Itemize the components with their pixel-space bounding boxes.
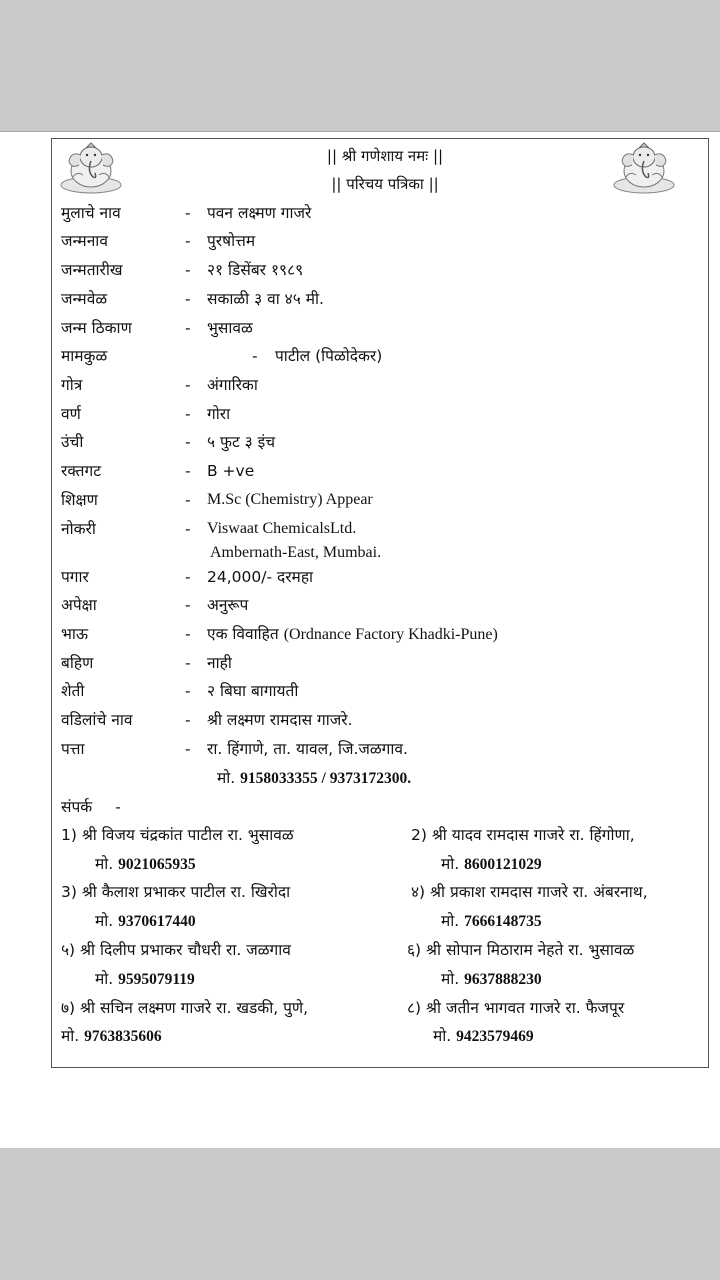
field-dash: -: [185, 682, 191, 700]
field-label: बहिण: [61, 654, 94, 672]
field-dash: -: [185, 376, 191, 394]
field-value: अंगारिका: [207, 376, 258, 394]
field-dash: -: [185, 433, 191, 451]
phone-number: 7666148735: [464, 913, 542, 930]
phone-number: 9021065935: [118, 856, 196, 873]
contact-phone: [441, 909, 542, 934]
field-dash: -: [185, 568, 191, 586]
phone-prefix: मो.: [217, 769, 236, 787]
field-dash: -: [185, 711, 191, 729]
field-value: पुरषोत्तम: [207, 232, 256, 250]
contact-phone: [433, 1024, 534, 1049]
phone-number: 9637888230: [464, 971, 542, 988]
phone-prefix: मो.: [95, 970, 114, 988]
top-gray-band: [0, 0, 720, 131]
contact-item: ४) श्री प्रकाश रामदास गाजरे रा. अंबरनाथ,: [411, 883, 648, 901]
contact-item: ६) श्री सोपान मिठाराम नेहते रा. भुसावळ: [407, 941, 635, 959]
bottom-gray-band: [0, 1148, 720, 1280]
contact-phone: [95, 967, 195, 992]
phone-number: 9595079119: [118, 971, 195, 988]
brother-status: एक विवाहित: [207, 625, 279, 643]
contact-item: 2) श्री यादव रामदास गाजरे रा. हिंगोणा,: [411, 826, 635, 844]
field-value: Viswaat ChemicalsLtd.: [207, 520, 357, 537]
job-location: Ambernath-East, Mumbai.: [210, 544, 382, 561]
field-label: पत्ता: [61, 740, 85, 758]
contact-item: 3) श्री कैलाश प्रभाकर पाटील रा. खिरोदा: [61, 883, 291, 901]
phone-number: 9370617440: [118, 913, 196, 930]
brother-workplace: (Ordnance Factory Khadki-Pune): [283, 626, 498, 643]
contact-phone: [61, 1024, 162, 1049]
field-dash: -: [185, 654, 191, 672]
field-label: अपेक्षा: [61, 596, 97, 614]
field-dash: -: [185, 740, 191, 758]
field-dash: -: [185, 596, 191, 614]
phone-prefix: मो.: [61, 1027, 80, 1045]
address-phone: [217, 766, 411, 791]
phone-number: 9763835606: [84, 1028, 162, 1045]
field-dash: -: [185, 462, 191, 480]
field-label: गोत्र: [61, 376, 83, 394]
field-label: शिक्षण: [61, 491, 98, 509]
contact-item: 1) श्री विजय चंद्रकांत पाटील रा. भुसावळ: [61, 826, 294, 844]
contact-heading: [61, 795, 121, 819]
field-label: मामकुळ: [61, 347, 108, 365]
field-value: M.Sc (Chemistry) Appear: [207, 491, 373, 508]
contact-dash: -: [115, 798, 121, 816]
field-dash: -: [252, 347, 258, 365]
field-value: २ बिघा बागायती: [207, 682, 299, 700]
field-value: भुसावळ: [207, 319, 253, 337]
phone-prefix: मो.: [441, 912, 460, 930]
phone-prefix: मो.: [433, 1027, 452, 1045]
contact-phone: [95, 852, 196, 877]
field-value: [207, 622, 498, 647]
field-label: भाऊ: [61, 625, 89, 643]
page-top-edge: [0, 131, 720, 132]
field-value: २१ डिसेंबर १९८९: [207, 261, 304, 279]
field-value: अनुरूप: [207, 596, 249, 614]
phone-prefix: मो.: [95, 855, 114, 873]
ganesha-right-image: [610, 141, 678, 195]
field-dash: -: [185, 232, 191, 250]
field-dash: -: [185, 520, 191, 538]
contact-phone: [95, 909, 196, 934]
field-value: नाही: [207, 654, 232, 672]
field-value: पाटील (पिळोदेकर): [275, 347, 383, 365]
contact-label: संपर्क: [61, 798, 93, 816]
field-label: पगार: [61, 568, 89, 586]
biodata-title: || परिचय पत्रिका ||: [331, 175, 439, 193]
field-value: B +ve: [207, 462, 255, 480]
contact-item: ५) श्री दिलीप प्रभाकर चौधरी रा. जळगाव: [61, 941, 291, 959]
field-label: जन्मतारीख: [61, 261, 123, 279]
field-label: वडिलांचे नाव: [61, 711, 133, 729]
field-value: रा. हिंगाणे, ता. यावल, जि.जळगाव.: [207, 740, 408, 758]
field-label: शेती: [61, 682, 85, 700]
phone-number: 8600121029: [464, 856, 542, 873]
invocation-heading: || श्री गणेशाय नमः ||: [326, 147, 444, 165]
field-dash: -: [185, 319, 191, 337]
contact-phone: [441, 852, 542, 877]
contact-phone: [441, 967, 542, 992]
field-value: गोरा: [207, 405, 231, 423]
phone-prefix: मो.: [95, 912, 114, 930]
field-value: सकाळी ३ वा ४५ मी.: [207, 290, 324, 308]
field-value: पवन लक्ष्मण गाजरे: [207, 204, 312, 222]
field-label: रक्तगट: [61, 462, 102, 480]
field-dash: -: [185, 204, 191, 222]
phone-number: 9158033355 / 9373172300.: [240, 770, 412, 787]
phone-number: 9423579469: [456, 1028, 534, 1045]
field-label: जन्मवेळ: [61, 290, 108, 308]
field-label: नोकरी: [61, 520, 96, 538]
phone-prefix: मो.: [441, 970, 460, 988]
field-value: श्री लक्ष्मण रामदास गाजरे.: [207, 711, 353, 729]
field-dash: -: [185, 405, 191, 423]
field-value: 24,000/- दरमहा: [207, 568, 314, 586]
field-label: उंची: [61, 433, 84, 451]
phone-prefix: मो.: [441, 855, 460, 873]
field-dash: -: [185, 625, 191, 643]
contact-item: ८) श्री जतीन भागवत गाजरे रा. फैजपूर: [407, 999, 625, 1017]
ganesha-left-image: [57, 141, 125, 195]
field-dash: -: [185, 290, 191, 308]
field-dash: -: [185, 261, 191, 279]
contact-item: ७) श्री सचिन लक्ष्मण गाजरे रा. खडकी, पुणे,: [61, 999, 309, 1017]
field-label: मुलाचे नाव: [61, 204, 121, 222]
field-label: वर्ण: [61, 405, 81, 423]
field-label: जन्म ठिकाण: [61, 319, 132, 337]
field-label: जन्मनाव: [61, 232, 108, 250]
field-dash: -: [185, 491, 191, 509]
field-value: ५ फुट ३ इंच: [207, 433, 276, 451]
